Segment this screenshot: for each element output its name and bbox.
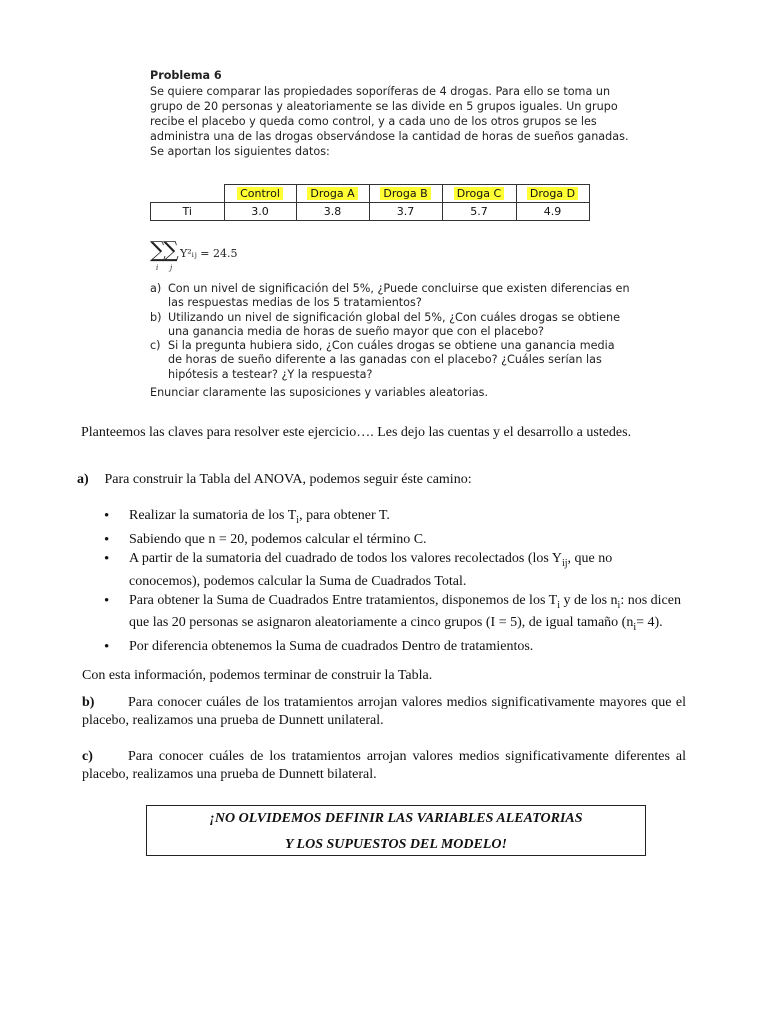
data-table-cell: 3.0 xyxy=(224,203,296,221)
question-label: a) xyxy=(150,282,162,295)
problem-intro: Se quiere comparar las propiedades soporíferas de 4 drogas. Para ello se toma un grupo de 20 personas y aleatoriamente se las divide en 5 grupos iguales. Un grupo recibe el placebo y queda como control, y a cada uno de los otros grupos se les administra una de las drogas observándose la cantidad de horas de sueños ganadas. Se aportan los siguientes datos: xyxy=(150,85,629,158)
data-table-header-cell: Droga C xyxy=(442,185,516,203)
problem-title: Problema 6 xyxy=(150,69,222,82)
question-item xyxy=(150,282,632,311)
problem-footer: Enunciar claramente las suposiciones y variables aleatorias. xyxy=(150,386,489,399)
data-table-cell: 3.8 xyxy=(296,203,369,221)
data-table-row-label: Ti xyxy=(151,203,225,221)
question-label: c) xyxy=(150,339,161,353)
question-item xyxy=(150,339,632,382)
section-b-text: Para conocer cuáles de los tratamientos arrojan valores medios significativamente mayores que el placebo, realizamos una prueba de Dunnett unilateral. xyxy=(82,695,686,728)
data-table-cell: 3.7 xyxy=(369,203,442,221)
problem-statement xyxy=(150,68,630,159)
question-item xyxy=(150,311,632,340)
section-a-text: Para construir la Tabla del ANOVA, podemos seguir éste camino: xyxy=(104,472,472,487)
section-c-label: c) xyxy=(82,749,93,764)
section-a xyxy=(77,471,697,489)
data-table-header-cell: Droga B xyxy=(369,185,442,203)
question-text: Utilizando un nivel de significación global del 5%, ¿Con cuáles drogas se obtiene una ganancia media de horas de sueño mayor que con el placebo? xyxy=(168,310,621,338)
data-table-row xyxy=(151,203,590,221)
data-table-corner xyxy=(151,185,225,203)
sum-expression: Y²ᵢⱼ = 24.5 xyxy=(180,247,238,260)
data-table xyxy=(150,184,590,221)
reminder-line-1: ¡NO OLVIDEMOS DEFINIR LAS VARIABLES ALEATORIAS xyxy=(209,811,583,826)
question-text: Con un nivel de significación del 5%, ¿Puede concluirse que existen diferencias en las respuestas medias de los 5 tratamientos? xyxy=(168,282,630,310)
sigma-symbol: ∑ xyxy=(163,238,179,263)
intro-paragraph: Planteemos las claves para resolver este ejercicio…. Les dejo las cuentas y el desarrollo a ustedes. xyxy=(81,425,632,440)
sigma-symbol: ∑ xyxy=(150,238,166,263)
question-label: b) xyxy=(150,310,162,324)
list-item: • Por diferencia obtenemos la Suma de cuadrados Dentro de tratamientos. xyxy=(104,638,686,656)
sum-index-j: j xyxy=(170,264,173,272)
list-item: • Realizar la sumatoria de los $T_i$, para obtener T. xyxy=(104,507,686,530)
section-c-text: Para conocer cuáles de los tratamientos arrojan valores medios significativamente diferentes al placebo, realizamos una prueba de Dunnett bilateral. xyxy=(82,749,686,782)
question-text: Si la pregunta hubiera sido, ¿Con cuáles drogas se obtiene una ganancia media de horas de sueño diferente a las ganadas con el placebo? ¿Cuáles serían las hipótesis a testear? ¿Y la respuesta? xyxy=(168,339,615,381)
data-table-header-row xyxy=(151,185,590,203)
section-b xyxy=(82,694,686,730)
list-item: • Para obtener la Suma de Cuadrados Entre tratamientos, disponemos de los $T_i$ y de los $n_i$: nos dicen que las 20 personas se asignaron aleatoriamente a cinco grupos (I = 5), de igual tamaño $(n_i= 4)$. xyxy=(104,592,686,638)
data-table-cell: 4.9 xyxy=(516,203,589,221)
section-c xyxy=(82,748,686,784)
conclusion-paragraph: Con esta información, podemos terminar de construir la Tabla. xyxy=(82,668,433,683)
data-table-cell: 5.7 xyxy=(442,203,516,221)
list-item: • Sabiendo que n = 20, podemos calcular el término C. xyxy=(104,531,686,549)
list-item: • A partir de la sumatoria del cuadrado de todos los valores recolectados (los $Y_{ij}$, que no conocemos), podemos calcular la Suma de Cuadrados Total. xyxy=(104,550,686,591)
data-table-header-cell: Control xyxy=(224,185,296,203)
question-list xyxy=(150,282,632,382)
reminder-box xyxy=(146,805,646,856)
data-table-header-cell: Droga A xyxy=(296,185,369,203)
steps-list xyxy=(104,507,686,657)
section-a-label: a) xyxy=(77,472,89,487)
section-b-label: b) xyxy=(82,695,95,710)
data-table-header-cell: Droga D xyxy=(516,185,589,203)
reminder-line-2: Y LOS SUPUESTOS DEL MODELO! xyxy=(285,837,507,852)
sum-index-i: i xyxy=(156,264,159,272)
